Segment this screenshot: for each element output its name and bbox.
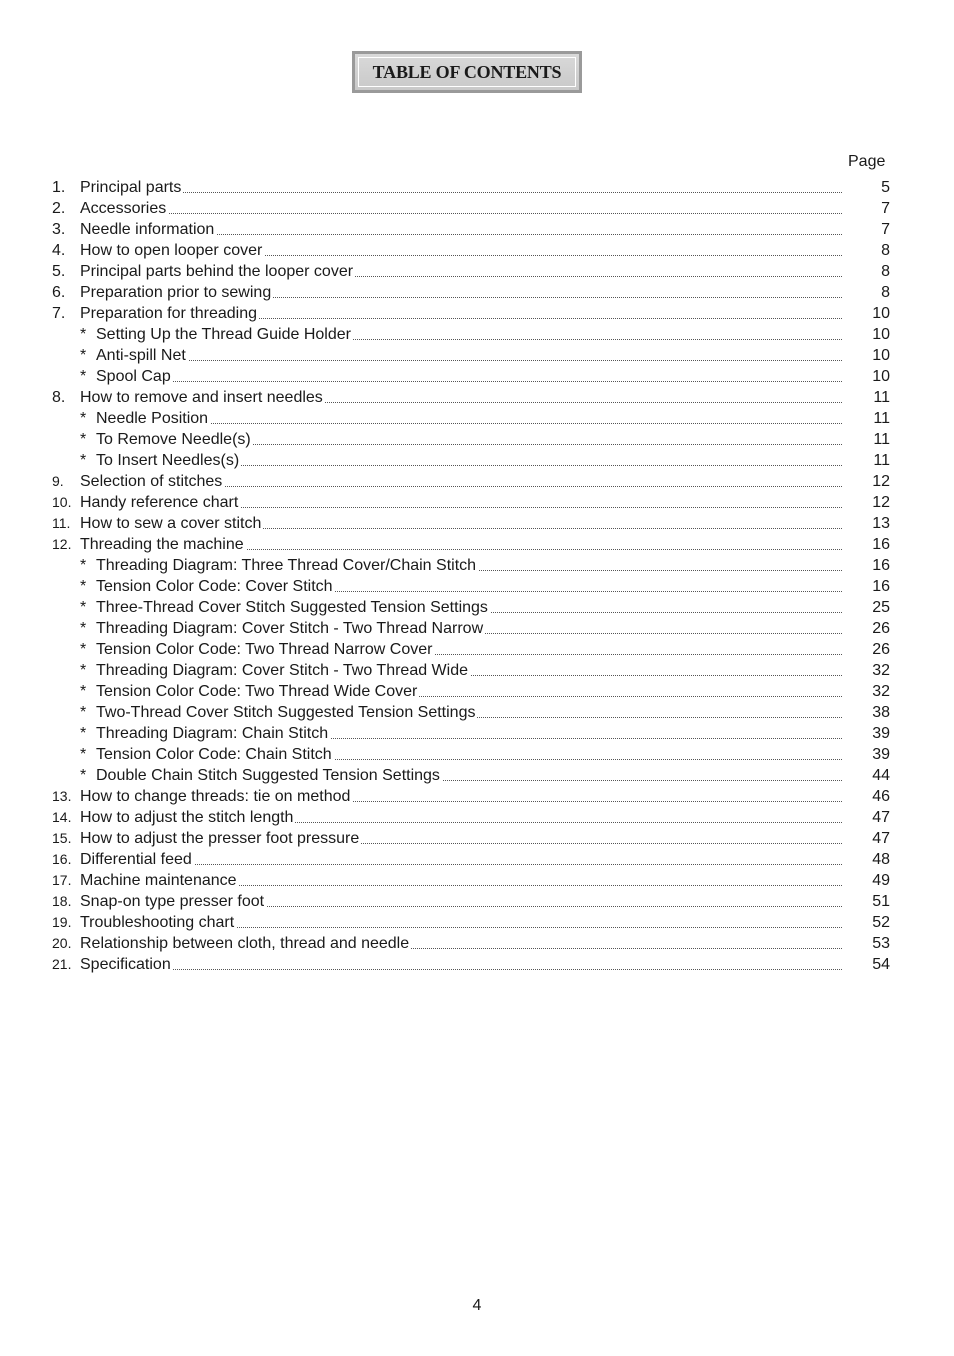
toc-entry-label: Threading the machine bbox=[80, 536, 244, 553]
toc-entry bbox=[52, 681, 892, 702]
toc-entry-page: 5 bbox=[881, 179, 890, 196]
toc-entry-page: 12 bbox=[872, 473, 890, 490]
toc-entry-page: 32 bbox=[872, 662, 890, 679]
toc-entry bbox=[52, 828, 892, 849]
toc-entry-page: 46 bbox=[872, 788, 890, 805]
toc-entry-label-wrap bbox=[80, 492, 842, 513]
toc-entry-label: Preparation prior to sewing bbox=[80, 284, 272, 301]
toc-entry bbox=[52, 891, 892, 912]
toc-entry bbox=[52, 366, 892, 387]
toc-title: TABLE OF CONTENTS bbox=[372, 61, 562, 82]
toc-entry-label-wrap bbox=[80, 471, 842, 492]
toc-entry-number: 8. bbox=[52, 389, 66, 406]
toc-entry-label: Tension Color Code: Two Thread Wide Cover bbox=[96, 683, 418, 700]
toc-entry-number: 6. bbox=[52, 284, 66, 301]
toc-entry bbox=[52, 240, 892, 261]
toc-entry bbox=[52, 492, 892, 513]
toc-entry-label: Needle information bbox=[80, 221, 215, 238]
toc-entry-label-wrap bbox=[80, 765, 842, 786]
toc-entry-text bbox=[80, 641, 434, 658]
sub-entry-marker: * bbox=[80, 410, 87, 427]
toc-entry-label-wrap bbox=[80, 534, 842, 555]
toc-entry bbox=[52, 786, 892, 807]
toc-entry-page: 26 bbox=[872, 641, 890, 658]
toc-entry-label-wrap bbox=[80, 450, 842, 471]
toc-entry-label: Accessories bbox=[80, 200, 167, 217]
toc-entry-label: Threading Diagram: Chain Stitch bbox=[96, 725, 329, 742]
toc-entry bbox=[52, 576, 892, 597]
toc-entry-text bbox=[80, 200, 168, 217]
toc-entry-number: 11. bbox=[52, 515, 71, 531]
toc-entry-label: How to adjust the stitch length bbox=[80, 809, 294, 826]
page-column-header: Page bbox=[848, 153, 886, 170]
toc-entry bbox=[52, 723, 892, 744]
toc-entry-number: 17. bbox=[52, 872, 72, 888]
toc-entry-page: 11 bbox=[873, 389, 890, 406]
toc-entry-label: Threading Diagram: Three Thread Cover/Chain Stitch bbox=[96, 557, 477, 574]
toc-entry-label: Troubleshooting chart bbox=[80, 914, 235, 931]
toc-entry-label-wrap bbox=[80, 345, 842, 366]
toc-entry-label-wrap bbox=[80, 807, 842, 828]
toc-entry-label: Anti-spill Net bbox=[96, 347, 186, 364]
toc-entry-label: Spool Cap bbox=[96, 368, 171, 385]
toc-entry-number: 15. bbox=[52, 830, 72, 846]
toc-entry-page: 10 bbox=[872, 326, 890, 343]
toc-entry bbox=[52, 471, 892, 492]
toc-entry-page: 11 bbox=[873, 452, 890, 469]
toc-entry-text bbox=[80, 368, 173, 385]
toc-entry-label-wrap bbox=[80, 744, 842, 765]
toc-entry-number: 20. bbox=[52, 935, 72, 951]
sub-entry-marker: * bbox=[80, 347, 87, 364]
toc-entry-page: 11 bbox=[873, 431, 890, 448]
toc-entry-page: 44 bbox=[872, 767, 890, 784]
toc-entry-page: 52 bbox=[872, 914, 890, 931]
sub-entry-marker: * bbox=[80, 767, 87, 784]
toc-entry-text bbox=[80, 893, 266, 910]
toc-entry bbox=[52, 618, 892, 639]
toc-entry-number: 14. bbox=[52, 809, 72, 825]
toc-entry-text bbox=[80, 536, 246, 553]
toc-entry-number: 12. bbox=[52, 536, 72, 552]
toc-entry-text bbox=[80, 326, 353, 343]
toc-entry-text bbox=[80, 305, 259, 322]
toc-entry-label: Needle Position bbox=[96, 410, 209, 427]
toc-entry-page: 13 bbox=[872, 515, 890, 532]
toc-entry-label-wrap bbox=[80, 597, 842, 618]
sub-entry-marker: * bbox=[80, 557, 87, 574]
toc-entry-text bbox=[80, 431, 253, 448]
toc-entry-text bbox=[80, 767, 442, 784]
toc-entry-label-wrap bbox=[80, 387, 842, 408]
toc-entry-label-wrap bbox=[80, 618, 842, 639]
toc-entry-number: 21. bbox=[52, 956, 72, 972]
toc-entry-text bbox=[80, 347, 188, 364]
toc-entry-label-wrap bbox=[80, 723, 842, 744]
toc-entry-label-wrap bbox=[80, 786, 842, 807]
toc-entry bbox=[52, 198, 892, 219]
toc-entry-label: How to remove and insert needles bbox=[80, 389, 323, 406]
toc-entry-label: How to adjust the presser foot pressure bbox=[80, 830, 360, 847]
toc-entry-label: How to sew a cover stitch bbox=[80, 515, 262, 532]
toc-entry-page: 7 bbox=[881, 221, 890, 238]
toc-entry-number: 16. bbox=[52, 851, 72, 867]
toc-entry-page: 12 bbox=[872, 494, 890, 511]
toc-entry-label-wrap bbox=[80, 513, 842, 534]
toc-entry-text bbox=[80, 809, 295, 826]
toc-entry-label: Relationship between cloth, thread and needle bbox=[80, 935, 410, 952]
sub-entry-marker: * bbox=[80, 599, 87, 616]
toc-entry-label-wrap bbox=[80, 366, 842, 387]
toc-entry-label: Differential feed bbox=[80, 851, 192, 868]
sub-entry-marker: * bbox=[80, 683, 87, 700]
sub-entry-marker: * bbox=[80, 641, 87, 658]
toc-entry-page: 38 bbox=[872, 704, 890, 721]
toc-entry-page: 7 bbox=[881, 200, 890, 217]
toc-entry-text bbox=[80, 578, 335, 595]
toc-entry-page: 48 bbox=[872, 851, 890, 868]
toc-entry-text bbox=[80, 746, 334, 763]
toc-entry bbox=[52, 639, 892, 660]
toc-entry-number: 1. bbox=[52, 179, 66, 196]
toc-entry bbox=[52, 534, 892, 555]
toc-entry bbox=[52, 261, 892, 282]
toc-entry-number: 3. bbox=[52, 221, 66, 238]
sub-entry-marker: * bbox=[80, 452, 87, 469]
toc-entry-label: Handy reference chart bbox=[80, 494, 239, 511]
toc-entry-page: 53 bbox=[872, 935, 890, 952]
toc-entry-label: Machine maintenance bbox=[80, 872, 237, 889]
toc-entry-number: 19. bbox=[52, 914, 72, 930]
toc-entry-number: 9. bbox=[52, 473, 64, 489]
toc-entry bbox=[52, 429, 892, 450]
toc-entry-number: 5. bbox=[52, 263, 66, 280]
sub-entry-marker: * bbox=[80, 431, 87, 448]
toc-entry-label: Threading Diagram: Cover Stitch - Two Thread Narrow bbox=[96, 620, 484, 637]
toc-entry-label-wrap bbox=[80, 261, 842, 282]
toc-entry bbox=[52, 219, 892, 240]
toc-entry-text bbox=[80, 263, 355, 280]
toc-entry-page: 11 bbox=[873, 410, 890, 427]
toc-entry-label-wrap bbox=[80, 954, 842, 975]
toc-entry-number: 7. bbox=[52, 305, 66, 322]
toc-entry-label-wrap bbox=[80, 303, 842, 324]
toc-entry-page: 47 bbox=[872, 809, 890, 826]
toc-entry bbox=[52, 387, 892, 408]
toc-entry-page: 39 bbox=[872, 725, 890, 742]
toc-entry bbox=[52, 660, 892, 681]
toc-entry-page: 10 bbox=[872, 368, 890, 385]
toc-entry-label-wrap bbox=[80, 324, 842, 345]
toc-entry-number: 10. bbox=[52, 494, 72, 510]
toc-entry-label: Principal parts behind the looper cover bbox=[80, 263, 354, 280]
toc-entry-label: To Remove Needle(s) bbox=[96, 431, 251, 448]
toc-entry-label: Two-Thread Cover Stitch Suggested Tension Settings bbox=[96, 704, 476, 721]
toc-entry bbox=[52, 303, 892, 324]
toc-entry-label-wrap bbox=[80, 177, 842, 198]
toc-entry bbox=[52, 954, 892, 975]
toc-entry-page: 54 bbox=[872, 956, 890, 973]
toc-entry-label: Principal parts bbox=[80, 179, 182, 196]
toc-entry-number: 2. bbox=[52, 200, 66, 217]
toc-entry-text bbox=[80, 557, 478, 574]
toc-entry-label-wrap bbox=[80, 639, 842, 660]
toc-entry-page: 10 bbox=[872, 305, 890, 322]
toc-entry bbox=[52, 345, 892, 366]
toc-entry-number: 4. bbox=[52, 242, 66, 259]
toc-entry-label-wrap bbox=[80, 828, 842, 849]
toc-entry-label-wrap bbox=[80, 891, 842, 912]
toc-entry-text bbox=[80, 473, 224, 490]
toc-title-box bbox=[352, 51, 582, 93]
toc-entry bbox=[52, 744, 892, 765]
toc-entry-label: Snap-on type presser foot bbox=[80, 893, 265, 910]
sub-entry-marker: * bbox=[80, 704, 87, 721]
toc-entry-label: Tension Color Code: Cover Stitch bbox=[96, 578, 333, 595]
toc-entry-text bbox=[80, 830, 361, 847]
toc-entry-text bbox=[80, 389, 325, 406]
toc-entry-page: 16 bbox=[872, 557, 890, 574]
toc-entry-label: Tension Color Code: Chain Stitch bbox=[96, 746, 332, 763]
toc-entry-text bbox=[80, 914, 236, 931]
toc-entry bbox=[52, 408, 892, 429]
toc-entry-label-wrap bbox=[80, 219, 842, 240]
toc-entry-label: Tension Color Code: Two Thread Narrow Cover bbox=[96, 641, 433, 658]
toc-entry-text bbox=[80, 221, 216, 238]
toc-entry bbox=[52, 513, 892, 534]
toc-entry-label-wrap bbox=[80, 198, 842, 219]
toc-entry-label-wrap bbox=[80, 576, 842, 597]
toc-entry-text bbox=[80, 851, 194, 868]
toc-entry-label-wrap bbox=[80, 555, 842, 576]
sub-entry-marker: * bbox=[80, 746, 87, 763]
toc-entry-text bbox=[80, 494, 240, 511]
toc-entry-label-wrap bbox=[80, 849, 842, 870]
toc-list bbox=[52, 177, 892, 975]
toc-entry-page: 8 bbox=[881, 284, 890, 301]
toc-entry-label-wrap bbox=[80, 240, 842, 261]
toc-entry-text bbox=[80, 662, 470, 679]
toc-entry-text bbox=[80, 620, 485, 637]
toc-entry-page: 47 bbox=[872, 830, 890, 847]
toc-entry-label-wrap bbox=[80, 660, 842, 681]
toc-entry-text bbox=[80, 242, 264, 259]
toc-entry bbox=[52, 597, 892, 618]
toc-entry-text bbox=[80, 452, 241, 469]
toc-entry-label: Specification bbox=[80, 956, 171, 973]
toc-entry-page: 26 bbox=[872, 620, 890, 637]
toc-entry-label-wrap bbox=[80, 702, 842, 723]
toc-entry-text bbox=[80, 515, 263, 532]
toc-entry-number: 18. bbox=[52, 893, 72, 909]
toc-entry-label: Selection of stitches bbox=[80, 473, 223, 490]
toc-entry-page: 8 bbox=[881, 242, 890, 259]
toc-entry-label: Setting Up the Thread Guide Holder bbox=[96, 326, 351, 343]
toc-entry-label: To Insert Needles(s) bbox=[96, 452, 240, 469]
toc-entry bbox=[52, 282, 892, 303]
toc-entry-label-wrap bbox=[80, 282, 842, 303]
toc-entry-page: 16 bbox=[872, 536, 890, 553]
toc-entry-page: 51 bbox=[872, 893, 890, 910]
toc-entry-page: 39 bbox=[872, 746, 890, 763]
toc-entry-text bbox=[80, 704, 477, 721]
toc-entry-page: 32 bbox=[872, 683, 890, 700]
toc-entry-label: How to change threads: tie on method bbox=[80, 788, 351, 805]
sub-entry-marker: * bbox=[80, 620, 87, 637]
sub-entry-marker: * bbox=[80, 662, 87, 679]
toc-entry bbox=[52, 765, 892, 786]
toc-entry bbox=[52, 912, 892, 933]
toc-entry-text bbox=[80, 956, 173, 973]
toc-entry bbox=[52, 324, 892, 345]
toc-entry-label: Double Chain Stitch Suggested Tension Settings bbox=[96, 767, 440, 784]
toc-entry-label-wrap bbox=[80, 408, 842, 429]
toc-entry-text bbox=[80, 284, 273, 301]
toc-entry-page: 25 bbox=[872, 599, 890, 616]
toc-entry-text bbox=[80, 410, 210, 427]
toc-entry bbox=[52, 555, 892, 576]
toc-entry-page: 8 bbox=[881, 263, 890, 280]
toc-entry bbox=[52, 177, 892, 198]
page-number: 4 bbox=[472, 1297, 482, 1314]
toc-entry-text bbox=[80, 725, 330, 742]
toc-entry-label-wrap bbox=[80, 912, 842, 933]
toc-entry bbox=[52, 933, 892, 954]
toc-entry-text bbox=[80, 599, 490, 616]
sub-entry-marker: * bbox=[80, 725, 87, 742]
toc-entry bbox=[52, 702, 892, 723]
sub-entry-marker: * bbox=[80, 326, 87, 343]
toc-entry bbox=[52, 807, 892, 828]
toc-entry-page: 16 bbox=[872, 578, 890, 595]
toc-entry-page: 49 bbox=[872, 872, 890, 889]
toc-entry-label-wrap bbox=[80, 933, 842, 954]
toc-entry-label: Preparation for threading bbox=[80, 305, 257, 322]
toc-entry-label-wrap bbox=[80, 870, 842, 891]
toc-entry-text bbox=[80, 935, 411, 952]
toc-entry-text bbox=[80, 872, 239, 889]
toc-entry-label: Threading Diagram: Cover Stitch - Two Thread Wide bbox=[96, 662, 469, 679]
toc-entry-label: How to open looper cover bbox=[80, 242, 263, 259]
toc-entry-number: 13. bbox=[52, 788, 72, 804]
toc-entry-text bbox=[80, 788, 352, 805]
toc-entry-page: 10 bbox=[872, 347, 890, 364]
toc-entry-label: Three-Thread Cover Stitch Suggested Tension Settings bbox=[96, 599, 488, 616]
sub-entry-marker: * bbox=[80, 578, 87, 595]
toc-entry bbox=[52, 849, 892, 870]
toc-entry-label-wrap bbox=[80, 429, 842, 450]
toc-entry-text bbox=[80, 683, 419, 700]
toc-entry bbox=[52, 870, 892, 891]
toc-entry-text bbox=[80, 179, 183, 196]
toc-entry bbox=[52, 450, 892, 471]
sub-entry-marker: * bbox=[80, 368, 87, 385]
toc-entry-label-wrap bbox=[80, 681, 842, 702]
